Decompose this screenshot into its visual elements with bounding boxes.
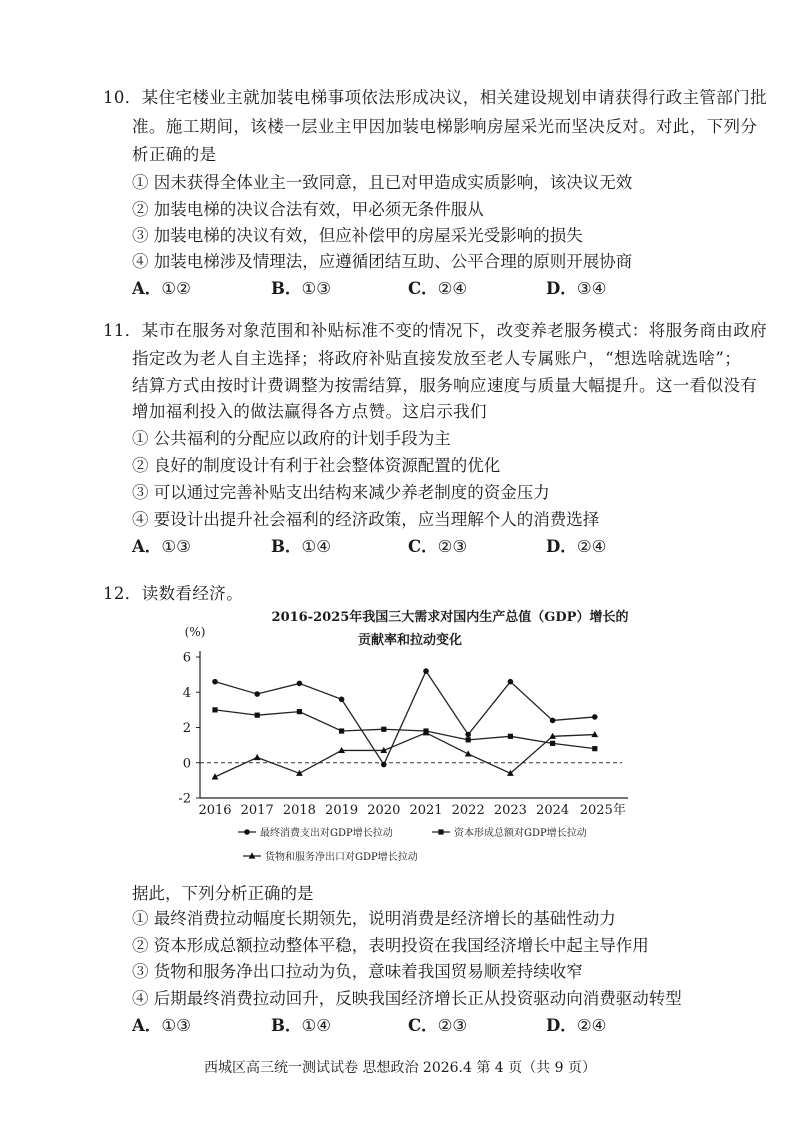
x-tick-label: 2023 [493, 803, 527, 818]
chart-title-line-2: 贡献率和拉动变化 [357, 633, 463, 648]
series-2-point [466, 737, 471, 742]
q10-stem-line-3: 析正确的是 [132, 145, 217, 164]
q12-choice-d: D．②④ [546, 1016, 607, 1035]
q10-option-1: ① 因未获得全体业主一致同意，且已对甲造成实质影响，该决议无效 [132, 173, 633, 192]
q12-option-1: ① 最终消费拉动幅度长期领先，说明消费是经济增长的基础性动力 [132, 909, 616, 928]
series-1-point [465, 732, 471, 738]
page-footer: 西城区高三统一测试试卷 思想政治 2026.4 第 4 页（共 9 页） [204, 1060, 596, 1076]
q11-stem-line-1: 11．某市在服务对象范围和补贴标准不变的情况下，改变养老服务模式：将服务商由政府 [103, 321, 767, 340]
x-tick-label: 2021 [409, 803, 443, 818]
q10-choice-a: A．①② [132, 279, 191, 298]
series-1-point [381, 762, 387, 768]
q11-stem-line-3: 结算方式由按时计费调整为按需结算，服务响应速度与质量大幅提升。这一看似没有 [132, 376, 758, 395]
q11-option-3: ③ 可以通过完善补贴支出结构来减少养老制度的资金压力 [132, 483, 550, 502]
q12-choice-a: A．①③ [132, 1016, 191, 1035]
x-tick-label: 2016 [198, 803, 232, 818]
y-tick-label: 2 [182, 721, 191, 736]
legend-label-2: 资本形成总额对GDP增长拉动 [454, 828, 587, 839]
series-line-3 [215, 733, 595, 777]
x-tick-label: 2020 [367, 803, 401, 818]
x-tick-label: 2025年 [579, 803, 626, 818]
legend-label-3: 货物和服务净出口对GDP增长拉动 [265, 852, 418, 863]
q11-choice-a: A．①③ [132, 537, 191, 556]
chart-title-line-1: 2016-2025年我国三大需求对国内生产总值（GDP）增长的 [271, 610, 629, 625]
series-2-point [297, 709, 302, 714]
q11-stem-line-4: 增加福利投入的做法赢得各方点赞。这启示我们 [132, 402, 487, 421]
legend-marker-2 [438, 829, 443, 834]
x-tick-label: 2018 [282, 803, 316, 818]
series-1-point [297, 681, 303, 687]
y-tick-label: 4 [182, 685, 191, 701]
q12-prompt: 据此，下列分析正确的是 [132, 884, 314, 903]
y-tick-label: 6 [182, 650, 191, 666]
series-1-point [339, 697, 345, 703]
y-tick-label: -2 [178, 791, 191, 807]
series-2-point [592, 746, 597, 751]
q12-option-2: ② 资本形成总额拉动整体平稳，表明投资在我国经济增长中起主导作用 [132, 936, 649, 955]
series-2-point [381, 727, 386, 732]
chart-legend [238, 826, 587, 863]
series-line-1 [215, 671, 595, 764]
q11-choice-d: D．②④ [546, 537, 607, 556]
legend-marker-1 [244, 829, 250, 835]
q10-option-2: ② 加装电梯的决议合法有效，甲必须无条件服从 [132, 200, 484, 219]
x-tick-label: 2024 [536, 803, 570, 818]
q11-option-2: ② 良好的制度设计有利于社会整体资源配置的优化 [132, 456, 501, 475]
y-tick-label: 0 [182, 756, 191, 772]
series-1-point [592, 714, 598, 720]
q11-stem-line-2: 指定改为老人自主选择；将政府补贴直接发放至老人专属账户，“想选啥就选啥”； [132, 349, 742, 368]
q12-option-4: ④ 后期最终消费拉动回升，反映我国经济增长正从投资驱动向消费驱动转型 [132, 989, 682, 1008]
series-1-point [508, 679, 514, 685]
q12-heading: 12．读数看经济。 [103, 584, 244, 603]
x-tick-label: 2022 [451, 803, 485, 818]
q10-stem-line-2: 准。施工期间，该楼一层业主甲因加装电梯影响房屋采光而坚决反对。对此，下列分 [132, 117, 758, 136]
series-2-point [212, 707, 217, 712]
q11-option-1: ① 公共福利的分配应以政府的计划手段为主 [132, 429, 451, 448]
series-2-point [255, 713, 260, 718]
q11-option-4: ④ 要设计出提升社会福利的经济政策，应当理解个人的消费选择 [132, 510, 600, 529]
q10-stem-line-1: 10．某住宅楼业主就加装电梯事项依法形成决议，相关建设规划申请获得行政主管部门批 [103, 88, 767, 107]
series-1-point [254, 691, 260, 697]
series-1-point [550, 718, 556, 724]
legend-label-1: 最终消费支出对GDP增长拉动 [260, 828, 393, 839]
q10-choice-c: C．②④ [408, 279, 468, 298]
series-2-point [339, 728, 344, 733]
series-1-point [423, 668, 429, 674]
series-2-point [550, 741, 555, 746]
q12-option-3: ③ 货物和服务净出口拉动为负，意味着我国贸易顺差持续收窄 [132, 962, 583, 981]
q10-choice-d: D．③④ [546, 279, 607, 298]
series-3-point [254, 754, 261, 760]
q12-choice-c: C．②③ [408, 1016, 468, 1035]
q10-choice-b: B．①③ [271, 279, 332, 298]
series-2-point [508, 734, 513, 739]
x-tick-label: 2017 [240, 803, 274, 818]
q11-choice-c: C．②③ [408, 537, 468, 556]
y-axis-unit: (%) [184, 625, 206, 639]
q10-option-4: ④ 加装电梯涉及情理法，应遵循团结互助、公平合理的原则开展协商 [132, 252, 633, 271]
chart-plot-area [178, 651, 628, 819]
series-1-point [212, 679, 218, 685]
x-tick-label: 2019 [325, 803, 359, 818]
q10-option-3: ③ 加装电梯的决议有效，但应补偿甲的房屋采光受影响的损失 [132, 226, 583, 245]
q12-choice-b: B．①④ [271, 1016, 332, 1035]
series-line-2 [215, 710, 595, 749]
q11-choice-b: B．①④ [271, 537, 332, 556]
